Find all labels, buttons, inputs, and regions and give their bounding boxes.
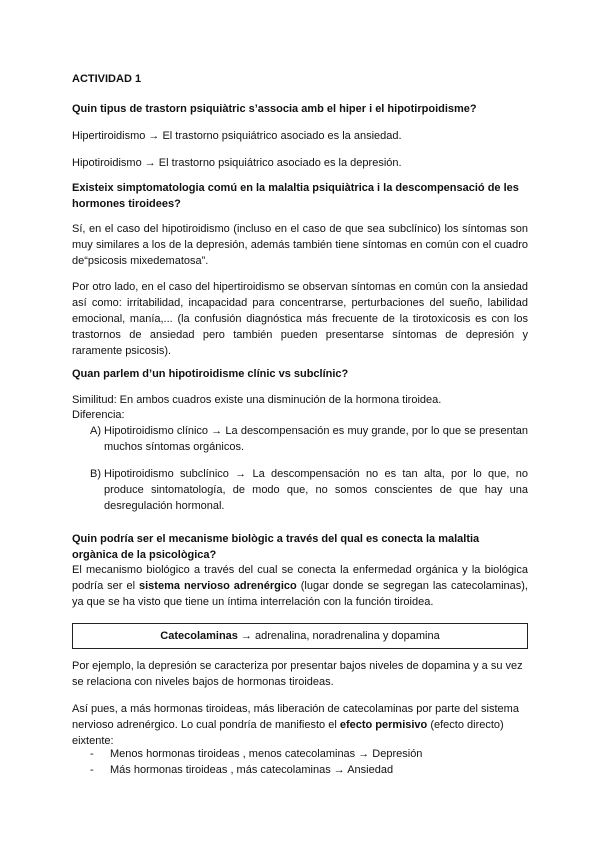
catecolaminas-box xyxy=(72,623,528,649)
diferencia-label: Diferencia: xyxy=(72,409,125,421)
list-item xyxy=(90,746,528,762)
question-2-paragraph-1: Sí, en el caso del hipotiroidismo (incluso en el caso de que sea subclínico) los síntomas son muy similares a los de la depresión, además también tiene síntomas en común con el cuadro de“psicosis mixedematosa”. xyxy=(72,223,528,267)
question-2-heading: Existeix simptomatologia comú en la malaltia psiquiàtrica i la descompensació de les hormones tiroidees? xyxy=(72,182,519,210)
list-item-text: Hipotiroidismo subclínico → La descompensación no es tan alta, por lo que, no produce sintomatología, de modo que, no somos conscientes de que hay una desregulación hormonal. xyxy=(104,468,528,512)
question-4-heading: Quin podría ser el mecanisme biològic a través del qual es conecta la malaltia orgànica de la psicològica? xyxy=(72,533,480,561)
list-item xyxy=(90,466,528,514)
question-2-paragraph-2: Por otro lado, en el caso del hipertiroidismo se observan síntomas en común con la ansiedad así como: irritabilidad, incapacidad para concentrarse, perturbaciones del sueño, labilidad emocional, manía,... (la confusión diagnóstica más frecuente de la tirotoxicosis es con los trastornos de ansiedad pero también pueden presentarse síntomas de depresión y raramente psicosis). xyxy=(72,281,528,357)
question-4-paragraph-1 xyxy=(72,562,528,610)
bold-term: Catecolaminas xyxy=(160,630,238,642)
bold-term: sistema nervioso adrenérgico xyxy=(139,580,297,592)
paragraph-text: El mecanismo biológico a través del cual se conecta la enfermedad orgánica y la biológica podría ser el xyxy=(72,564,528,592)
list-marker: - xyxy=(90,748,94,760)
paragraph-text: Así pues, a más hormonas tiroideas, más liberación de catecolaminas por parte del sistema nervioso adrenérgico. Lo cual pondría de manifiesto el xyxy=(72,703,519,731)
list-item-text: Menos hormonas tiroideas , menos catecolaminas → Depresión xyxy=(110,748,423,760)
answer-hipotiroidismo: Hipotiroidismo → El trastorno psiquiátrico asociado es la depresión. xyxy=(72,157,402,169)
list-item-text: Hipotiroidismo clínico → La descompensación es muy grande, por lo que se presentan muchos síntomas orgánicos. xyxy=(104,425,528,453)
question-4-paragraph-2: Por ejemplo, la depresión se caracteriza por presentar bajos niveles de dopamina y a su vez se relaciona con niveles bajos de hormonas tiroideas. xyxy=(72,660,523,688)
list-item-text: Más hormonas tiroideas , más catecolaminas → Ansiedad xyxy=(110,764,394,776)
list-item xyxy=(90,762,528,778)
list-marker: A) xyxy=(90,425,101,437)
paragraph-text: (lugar donde se segregan las catecolaminas), ya que se ha visto que tiene un íntima interrelación con la función tiroidea. xyxy=(72,580,528,608)
list-marker: - xyxy=(90,764,94,776)
question-4-paragraph-3 xyxy=(72,701,528,749)
list-item xyxy=(90,423,528,455)
box-text: → adrenalina, noradrenalina y dopamina xyxy=(237,630,440,642)
page-title: ACTIVIDAD 1 xyxy=(72,73,142,85)
similitud-text: Similitud: En ambos cuadros existe una disminución de la hormona tiroidea. xyxy=(72,394,442,406)
paragraph-text: (efecto directo) eixtente: xyxy=(72,719,504,747)
bold-term: efecto permisivo xyxy=(339,719,428,731)
question-3-heading: Quan parlem d’un hipotiroidisme clínic vs subclínic? xyxy=(72,368,349,380)
list-marker: B) xyxy=(90,468,101,480)
question-1-heading: Quin tipus de trastorn psiquiàtric s’associa amb el hiper i el hipotirpoidisme? xyxy=(72,103,477,115)
answer-hipertiroidismo: Hipertiroidismo → El trastorno psiquiátrico asociado es la ansiedad. xyxy=(72,130,402,142)
